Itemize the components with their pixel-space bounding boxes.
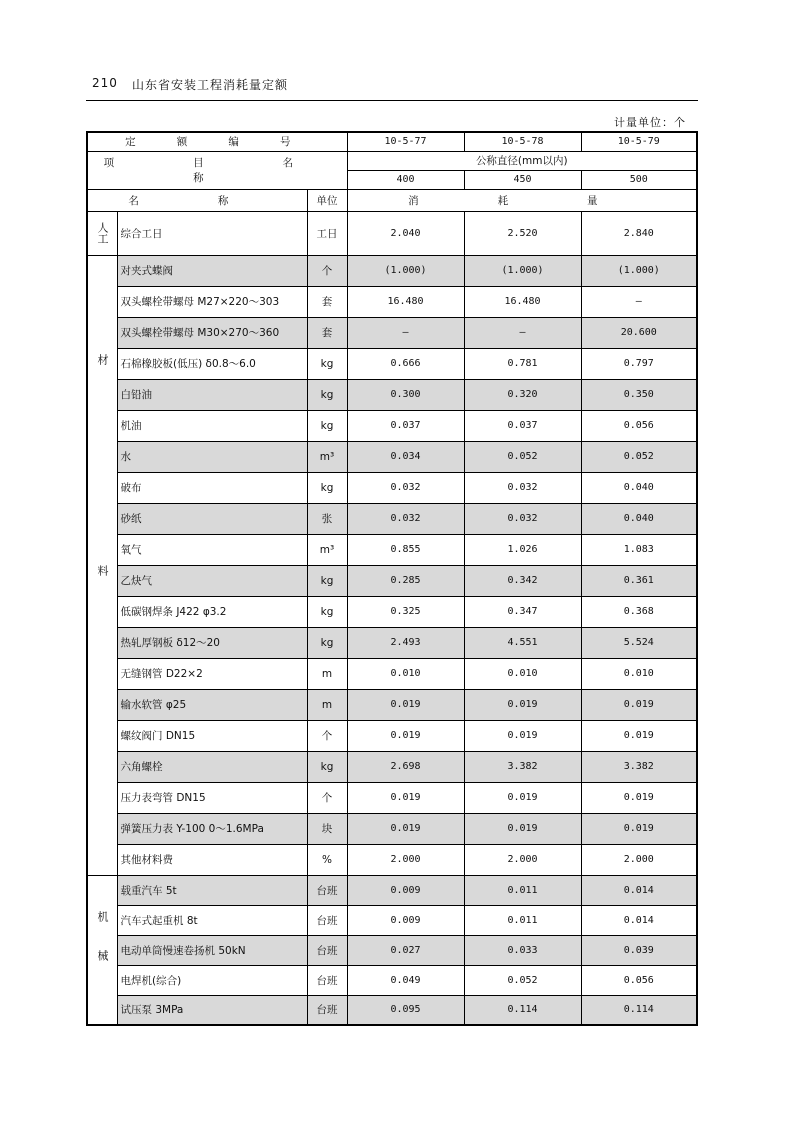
item-name: 载重汽车 5t [117, 875, 307, 905]
item-name: 石棉橡胶板(低压) δ0.8～6.0 [117, 348, 307, 379]
table-row [87, 935, 697, 965]
item-unit: kg [307, 410, 347, 441]
item-unit: kg [307, 472, 347, 503]
consumption-value: 0.009 [347, 875, 464, 905]
item-name: 电焊机(综合) [117, 965, 307, 995]
item-unit: kg [307, 565, 347, 596]
consumption-value: 0.368 [581, 596, 697, 627]
diameter-value: 450 [464, 170, 581, 189]
consumption-value: 0.032 [347, 472, 464, 503]
item-unit: 张 [307, 503, 347, 534]
consumption-value: 0.325 [347, 596, 464, 627]
consumption-value: 16.480 [347, 286, 464, 317]
consumption-value: 16.480 [464, 286, 581, 317]
consumption-value: 0.040 [581, 472, 697, 503]
consumption-value: 4.551 [464, 627, 581, 658]
consumption-value: 0.049 [347, 965, 464, 995]
item-name: 机油 [117, 410, 307, 441]
table-row [87, 751, 697, 782]
col-unit-header: 单位 [307, 189, 347, 211]
consumption-value: 0.019 [581, 720, 697, 751]
consumption-value: 0.052 [464, 441, 581, 472]
item-unit: 个 [307, 720, 347, 751]
item-name-label: 项 目 名 称 [87, 151, 347, 189]
consumption-value: 2.520 [464, 211, 581, 255]
consumption-value: — [581, 286, 697, 317]
category-label: 材料 [87, 255, 117, 875]
unit-note: 计量单位：个 [614, 116, 686, 129]
item-unit: 台班 [307, 995, 347, 1025]
table-row [87, 317, 697, 348]
table-row [87, 658, 697, 689]
item-name: 对夹式蝶阀 [117, 255, 307, 286]
category-label: 人工 [87, 211, 117, 255]
consumption-value: 2.000 [581, 844, 697, 875]
consumption-value: 0.034 [347, 441, 464, 472]
quota-code: 10-5-78 [464, 132, 581, 151]
consumption-value: 0.019 [347, 720, 464, 751]
item-unit: m [307, 658, 347, 689]
category-label: 机械 [87, 875, 117, 1025]
table-row [87, 255, 697, 286]
table-row [87, 596, 697, 627]
consumption-value: 0.010 [347, 658, 464, 689]
item-unit: kg [307, 348, 347, 379]
item-name: 其他材料费 [117, 844, 307, 875]
item-unit: kg [307, 596, 347, 627]
consumption-value: 1.026 [464, 534, 581, 565]
consumption-value: 0.037 [464, 410, 581, 441]
consumption-value: 0.056 [581, 410, 697, 441]
consumption-value: 0.019 [347, 782, 464, 813]
table-row [87, 844, 697, 875]
item-unit: 台班 [307, 905, 347, 935]
consumption-value: 2.840 [581, 211, 697, 255]
consumption-value: 1.083 [581, 534, 697, 565]
consumption-value: 0.285 [347, 565, 464, 596]
consumption-value: 0.347 [464, 596, 581, 627]
consumption-value: 0.033 [464, 935, 581, 965]
item-name: 综合工日 [117, 211, 307, 255]
consumption-value: 0.019 [464, 782, 581, 813]
item-name: 压力表弯管 DN15 [117, 782, 307, 813]
item-unit: 套 [307, 317, 347, 348]
table-row [87, 627, 697, 658]
consumption-value: 0.114 [581, 995, 697, 1025]
item-name: 热轧厚钢板 δ12～20 [117, 627, 307, 658]
consumption-value: 2.493 [347, 627, 464, 658]
consumption-value: 0.781 [464, 348, 581, 379]
page-number: 210 [92, 76, 118, 90]
item-unit: % [307, 844, 347, 875]
consumption-value: 20.600 [581, 317, 697, 348]
book-title: 山东省安装工程消耗量定额 [132, 78, 289, 92]
table-row [87, 905, 697, 935]
item-unit: 台班 [307, 935, 347, 965]
consumption-value: 0.114 [464, 995, 581, 1025]
item-unit: kg [307, 751, 347, 782]
table-row [87, 534, 697, 565]
table-row [87, 348, 697, 379]
consumption-value: — [464, 317, 581, 348]
consumption-value: 0.010 [464, 658, 581, 689]
diameter-label: 公称直径(mm以内) [347, 151, 697, 170]
item-name: 螺纹阀门 DN15 [117, 720, 307, 751]
consumption-value: 0.019 [347, 689, 464, 720]
item-unit: 台班 [307, 875, 347, 905]
consumption-value: 0.342 [464, 565, 581, 596]
item-name: 氧气 [117, 534, 307, 565]
item-name: 低碳钢焊条 J422 φ3.2 [117, 596, 307, 627]
consumption-value: 0.011 [464, 905, 581, 935]
consumption-value: 0.032 [347, 503, 464, 534]
item-unit: kg [307, 627, 347, 658]
consumption-value: 0.019 [464, 720, 581, 751]
item-unit: 套 [307, 286, 347, 317]
item-name: 双头螺栓带螺母 M27×220～303 [117, 286, 307, 317]
consumption-value: 0.056 [581, 965, 697, 995]
consumption-value: 0.019 [581, 689, 697, 720]
consumption-value: 0.032 [464, 472, 581, 503]
item-unit: 个 [307, 255, 347, 286]
item-name: 白铅油 [117, 379, 307, 410]
quota-code-row [87, 132, 697, 151]
item-unit: m³ [307, 441, 347, 472]
page-header [86, 74, 698, 101]
consumption-value: 3.382 [464, 751, 581, 782]
consumption-value: 0.361 [581, 565, 697, 596]
table-row [87, 720, 697, 751]
item-name: 汽车式起重机 8t [117, 905, 307, 935]
item-name: 水 [117, 441, 307, 472]
table-row [87, 813, 697, 844]
consumption-value: — [347, 317, 464, 348]
consumption-value: 2.000 [347, 844, 464, 875]
consumption-value: 0.855 [347, 534, 464, 565]
consumption-value: 0.666 [347, 348, 464, 379]
item-name: 六角螺栓 [117, 751, 307, 782]
consumption-value: 0.019 [464, 813, 581, 844]
consumption-value: 0.095 [347, 995, 464, 1025]
item-name: 电动单筒慢速卷扬机 50kN [117, 935, 307, 965]
item-name: 乙炔气 [117, 565, 307, 596]
table-row [87, 441, 697, 472]
consumption-value: 3.382 [581, 751, 697, 782]
consumption-value: 0.019 [581, 782, 697, 813]
consumption-value: 0.350 [581, 379, 697, 410]
consumption-value: 0.052 [464, 965, 581, 995]
item-name: 无缝钢管 D22×2 [117, 658, 307, 689]
table-row [87, 410, 697, 441]
consumption-value: 0.009 [347, 905, 464, 935]
item-unit: 工日 [307, 211, 347, 255]
consumption-value: 0.019 [581, 813, 697, 844]
item-unit: 台班 [307, 965, 347, 995]
consumption-value: 2.040 [347, 211, 464, 255]
table-row [87, 782, 697, 813]
diameter-value: 400 [347, 170, 464, 189]
column-header-row [87, 189, 697, 211]
item-name: 输水软管 φ25 [117, 689, 307, 720]
table-row [87, 565, 697, 596]
table-row [87, 965, 697, 995]
table-row [87, 286, 697, 317]
diameter-label-row [87, 151, 697, 170]
col-consumption-header: 消 耗 量 [347, 189, 697, 211]
consumption-value: (1.000) [464, 255, 581, 286]
item-unit: kg [307, 379, 347, 410]
consumption-value: 0.032 [464, 503, 581, 534]
item-unit: 个 [307, 782, 347, 813]
table-row [87, 995, 697, 1025]
consumption-value: 0.014 [581, 905, 697, 935]
item-name: 双头螺栓带螺母 M30×270～360 [117, 317, 307, 348]
item-name: 砂纸 [117, 503, 307, 534]
consumption-value: 0.019 [347, 813, 464, 844]
table-row [87, 689, 697, 720]
consumption-value: 0.797 [581, 348, 697, 379]
consumption-value: 0.019 [464, 689, 581, 720]
diameter-value: 500 [581, 170, 697, 189]
table-row [87, 472, 697, 503]
table-row [87, 503, 697, 534]
consumption-value: 0.039 [581, 935, 697, 965]
consumption-value: 0.052 [581, 441, 697, 472]
item-name: 弹簧压力表 Y-100 0～1.6MPa [117, 813, 307, 844]
table-row [87, 875, 697, 905]
consumption-value: 5.524 [581, 627, 697, 658]
item-unit: m³ [307, 534, 347, 565]
consumption-value: (1.000) [581, 255, 697, 286]
consumption-value: 0.027 [347, 935, 464, 965]
consumption-value: 2.698 [347, 751, 464, 782]
consumption-value: (1.000) [347, 255, 464, 286]
item-name: 破布 [117, 472, 307, 503]
quota-no-label: 定 额 编 号 [87, 132, 347, 151]
consumption-value: 0.300 [347, 379, 464, 410]
table-row [87, 211, 697, 255]
item-unit: m [307, 689, 347, 720]
quota-code: 10-5-77 [347, 132, 464, 151]
consumption-value: 0.037 [347, 410, 464, 441]
table-row [87, 379, 697, 410]
col-name-header: 名 称 [87, 189, 307, 211]
consumption-value: 0.014 [581, 875, 697, 905]
item-name: 试压泵 3MPa [117, 995, 307, 1025]
consumption-value: 0.040 [581, 503, 697, 534]
quota-code: 10-5-79 [581, 132, 697, 151]
quota-table [86, 131, 698, 1026]
consumption-value: 0.320 [464, 379, 581, 410]
consumption-value: 0.010 [581, 658, 697, 689]
item-unit: 块 [307, 813, 347, 844]
consumption-value: 2.000 [464, 844, 581, 875]
consumption-value: 0.011 [464, 875, 581, 905]
